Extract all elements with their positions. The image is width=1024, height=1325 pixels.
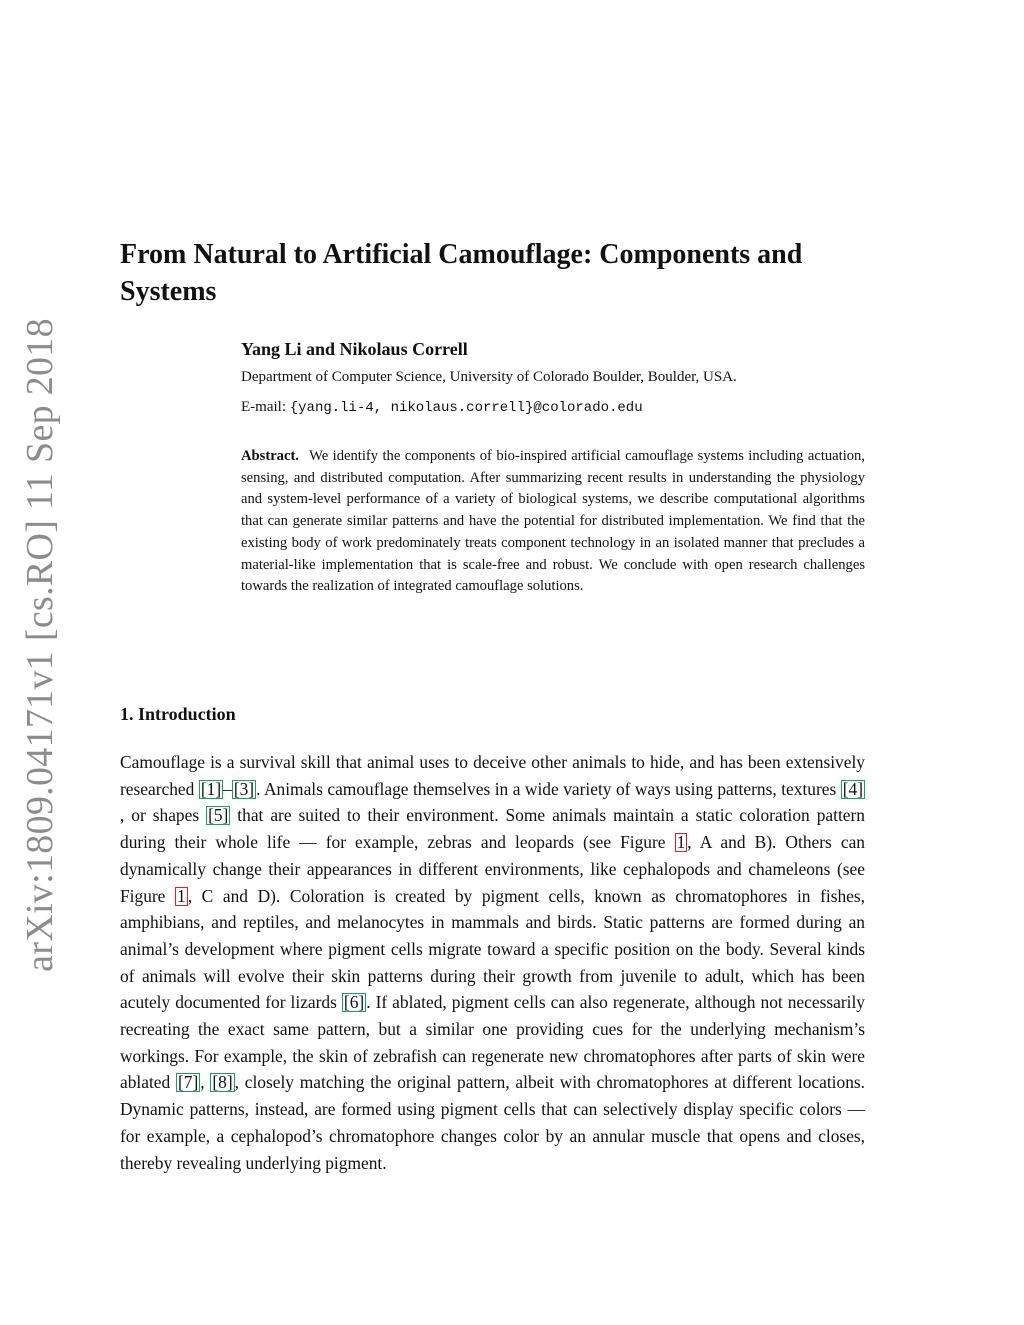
author-email: [241, 399, 643, 416]
arxiv-identifier-stamp: [14, 317, 66, 972]
citation-link-4[interactable]: [4]: [842, 778, 864, 799]
figure-link-1[interactable]: 1: [676, 832, 686, 853]
body-text-run: . If ablated, pigment cells can also regenerate, although not necessarily recreating the exact same pattern, but a similar one providing cues for the underlying mechanism’s workings. For example, the skin of zebrafish can regenerate new chromatophores after parts of skin were ablated: [120, 992, 865, 1093]
arxiv-identifier-text: arXiv:1809.04171v1 [cs.RO] 11 Sep 2018: [19, 317, 62, 972]
author-affiliation: Department of Computer Science, University of Colorado Boulder, Boulder, USA.: [241, 369, 737, 385]
figure-link-1[interactable]: 1: [177, 885, 186, 906]
body-text-run: Camouflage is a survival skill that animal uses to deceive other animals to hide, and has been extensively researched: [120, 752, 865, 799]
body-text-run: , C and D). Coloration is created by pigment cells, known as chromatophores in fishes, amphibians, and reptiles, and melanocytes in mammals and birds. Static patterns are formed during an animal’s development where pigment cells migrate toward a specific position on the body. Several kinds of animals will evolve their skin patterns during their growth from juvenile to adult, which has been acutely documented for lizards: [120, 885, 865, 1013]
body-text-run: , closely matching the original pattern, albeit with chromatophores at different locations. Dynamic patterns, instead, are formed using pigment cells that can selectively display specific colors — for example, a cephalopod’s chromatophore changes color by an annular muscle that opens and closes, thereby revealing underlying pigment.: [120, 1072, 865, 1173]
body-text-run: ,: [200, 1072, 211, 1093]
citation-link-5[interactable]: [5]: [208, 805, 229, 826]
section-heading-introduction: 1. Introduction: [120, 704, 236, 724]
abstract: [241, 446, 865, 598]
body-text-run: , A and B). Others can dynamically change their appearances in different environments, like cephalopods and chameleons (see Figure: [120, 832, 865, 906]
citation-link-8[interactable]: [8]: [212, 1072, 233, 1093]
citation-link-7[interactable]: [7]: [177, 1072, 199, 1093]
body-text-run: , or shapes: [120, 805, 207, 826]
paper-authors: Yang Li and Nikolaus Correll: [241, 339, 468, 359]
body-text-run: that are suited to their environment. Some animals maintain a static coloration pattern during their whole life — for example, zebras and leopards (see Figure: [120, 805, 865, 853]
email-prefix: E-mail:: [241, 399, 290, 415]
introduction-paragraph: [120, 749, 865, 1176]
citation-link-6[interactable]: [6]: [343, 992, 365, 1013]
body-text-run: . Animals camouflage themselves in a wide variety of ways using patterns, textures: [256, 778, 841, 799]
citation-range-dash: –: [223, 778, 232, 799]
abstract-text: We identify the components of bio-inspired artificial camouflage systems including actuation, sensing, and distributed computation. After summarizing recent results in understanding the physiology and system-level performance of a variety of biological systems, we describe computational algorithms that can generate similar patterns and have the potential for distributed implementation. We find that the existing body of work predominately treats component technology in an isolated manner that precludes a material-like implementation that is scale-free and robust. We conclude with open research challenges towards the realization of integrated camouflage solutions.: [241, 448, 866, 595]
email-addresses[interactable]: {yang.li-4, nikolaus.correll}@colorado.edu: [289, 400, 643, 416]
citation-link-3[interactable]: [3]: [233, 778, 255, 799]
citation-link-1[interactable]: [1]: [200, 778, 222, 799]
paper-title: From Natural to Artificial Camouflage: Components and Systems: [120, 239, 803, 307]
abstract-label: Abstract.: [241, 448, 299, 464]
